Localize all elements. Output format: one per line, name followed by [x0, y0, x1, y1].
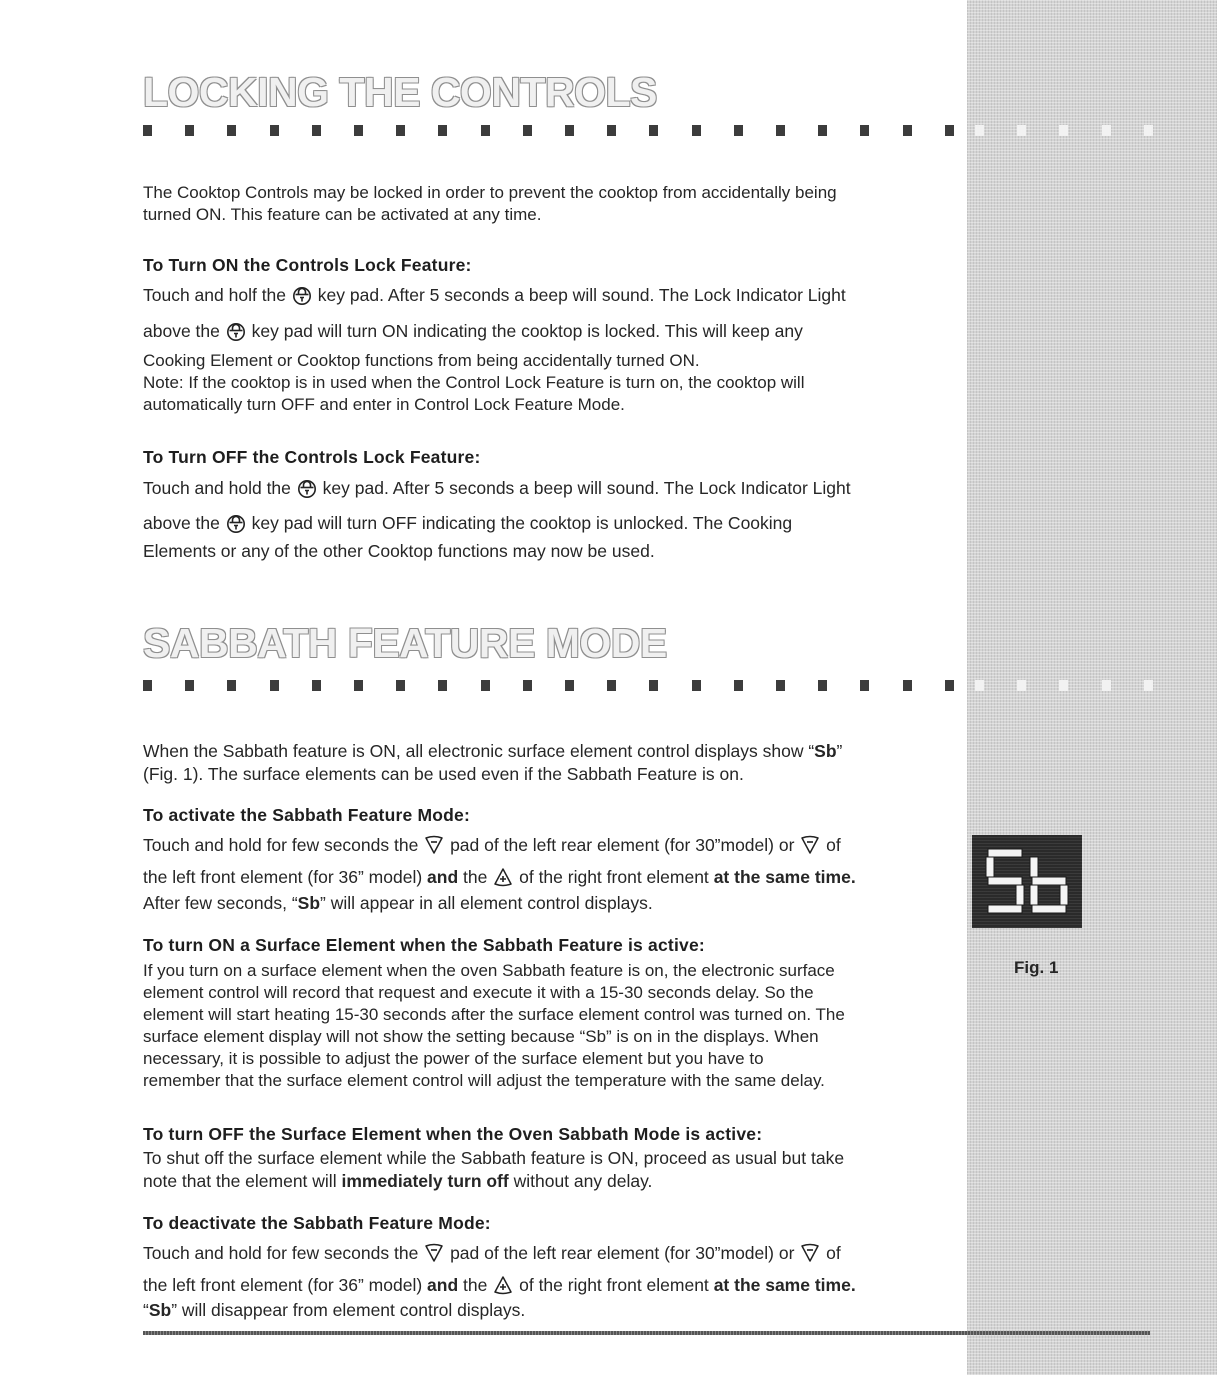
down-arrow-pad-icon [424, 834, 444, 856]
sabbath-display-figure [972, 835, 1082, 928]
lock-on-rest: Cooking Element or Cooktop functions from being accidentally turned ON. Note: If the cooktop is in used when the Control Lock Feature is turn on, the cooktop will automatically turn OFF and enter in Control Lock Feature Mode. [143, 351, 805, 414]
sabbath-activate-line-1: Touch and hold for few seconds the pad of the left rear element (for 30”model) or of [143, 835, 841, 855]
divider-square [396, 125, 405, 136]
divider-square [734, 125, 743, 136]
lock-icon [226, 320, 246, 342]
divider-square [565, 125, 574, 136]
sabbath-intro-1: When the Sabbath feature is ON, all electronic surface element control displays show “Sb” [143, 741, 843, 761]
divider-square [1144, 680, 1153, 691]
sabbath-deactivate-heading: To deactivate the Sabbath Feature Mode: [143, 1213, 491, 1233]
lock-on-line-1: Touch and holf the key pad. After 5 seconds a beep will sound. The Lock Indicator Light [143, 285, 846, 305]
divider-square [523, 680, 532, 691]
sabbath-activate-line-3: After few seconds, “Sb” will appear in all element control displays. [143, 893, 653, 913]
sabbath-turn-off-line-2: note that the element will immediately turn off without any delay. [143, 1171, 653, 1191]
sabbath-activate-line-2: the left front element (for 36” model) and the of the right front element at the same time. [143, 867, 856, 887]
divider-square [354, 680, 363, 691]
divider-square [1017, 680, 1026, 691]
divider-square [818, 125, 827, 136]
sabbath-divider [143, 680, 951, 692]
locking-intro: The Cooktop Controls may be locked in order to prevent the cooktop from accidentally being turned ON. This feature can be activated at any time. [143, 183, 837, 224]
divider-square [860, 125, 869, 136]
divider-square [227, 125, 236, 136]
divider-square [903, 125, 912, 136]
divider-square [185, 680, 194, 691]
divider-square [1017, 125, 1026, 136]
sabbath-title: SABBATH FEATURE MODE [143, 620, 667, 666]
divider-square [692, 125, 701, 136]
sabbath-turn-on-body: If you turn on a surface element when the oven Sabbath feature is on, the electronic surface element control will record that request and execute it with a 15-30 seconds delay. So the element will start heating 15-30 seconds after the surface element control was turned on. The surface element display will not show the setting because “Sb” is on in the displays. When necessary, it is possible to adjust the power of the surface element but you have to remember that the surface element control will adjust the temperature with the same delay. [143, 961, 845, 1090]
lock-off-line-2: above the key pad will turn OFF indicating the cooktop is unlocked. The Cooking [143, 513, 793, 533]
lock-icon [297, 477, 317, 499]
down-arrow-pad-icon [800, 1242, 820, 1264]
sabbath-divider-continuation [975, 680, 1155, 692]
locking-divider-continuation [975, 125, 1155, 137]
lock-off-line-1: Touch and hold the key pad. After 5 seconds a beep will sound. The Lock Indicator Light [143, 478, 851, 498]
sabbath-turn-off-heading: To turn OFF the Surface Element when the Oven Sabbath Mode is active: [143, 1124, 763, 1144]
divider-square [975, 680, 984, 691]
divider-square [312, 125, 321, 136]
divider-square [565, 680, 574, 691]
divider-square [143, 680, 152, 691]
sabbath-deactivate-line-2: the left front element (for 36” model) and the of the right front element at the same time. [143, 1275, 856, 1295]
divider-square [945, 680, 954, 691]
sabbath-activate-heading: To activate the Sabbath Feature Mode: [143, 805, 470, 825]
figure-caption: Fig. 1 [1014, 958, 1059, 977]
divider-square [270, 125, 279, 136]
divider-square [1102, 680, 1111, 691]
lock-on-line-2: above the key pad will turn ON indicating the cooktop is locked. This will keep any [143, 321, 803, 341]
seven-segment-display [972, 835, 1082, 928]
up-arrow-pad-icon [493, 866, 513, 888]
locking-title: LOCKING THE CONTROLS [143, 69, 657, 115]
divider-square [975, 125, 984, 136]
down-arrow-pad-icon [800, 834, 820, 856]
divider-square [776, 125, 785, 136]
up-arrow-pad-icon [493, 1274, 513, 1296]
divider-square [734, 680, 743, 691]
divider-square [354, 125, 363, 136]
divider-square [692, 680, 701, 691]
divider-square [227, 680, 236, 691]
locking-divider [143, 125, 951, 137]
divider-square [481, 680, 490, 691]
divider-square [396, 680, 405, 691]
divider-square [945, 125, 954, 136]
lock-off-heading: To Turn OFF the Controls Lock Feature: [143, 447, 481, 467]
lock-on-heading: To Turn ON the Controls Lock Feature: [143, 255, 472, 275]
divider-square [143, 125, 152, 136]
divider-square [1144, 125, 1153, 136]
divider-square [270, 680, 279, 691]
sabbath-turn-on-heading: To turn ON a Surface Element when the Sabbath Feature is active: [143, 935, 705, 955]
divider-square [185, 125, 194, 136]
divider-square [481, 125, 490, 136]
sabbath-intro-2: (Fig. 1). The surface elements can be used even if the Sabbath Feature is on. [143, 764, 744, 784]
sabbath-deactivate-line-1: Touch and hold for few seconds the pad of the left rear element (for 30”model) or of [143, 1243, 841, 1263]
divider-square [607, 680, 616, 691]
divider-square [649, 680, 658, 691]
divider-square [903, 680, 912, 691]
divider-square [818, 680, 827, 691]
sabbath-turn-off-line-1: To shut off the surface element while the Sabbath feature is ON, proceed as usual but take [143, 1148, 845, 1168]
down-arrow-pad-icon [424, 1242, 444, 1264]
lock-icon [292, 284, 312, 306]
divider-square [776, 680, 785, 691]
divider-square [1059, 125, 1068, 136]
divider-square [1059, 680, 1068, 691]
divider-square [438, 125, 447, 136]
divider-square [312, 680, 321, 691]
bottom-rule [143, 1331, 1150, 1335]
sabbath-deactivate-line-3: “Sb” will disappear from element control displays. [143, 1300, 526, 1320]
divider-square [523, 125, 532, 136]
divider-square [649, 125, 658, 136]
divider-square [860, 680, 869, 691]
lock-off-line-3: Elements or any of the other Cooktop functions may now be used. [143, 541, 655, 561]
divider-square [607, 125, 616, 136]
divider-square [1102, 125, 1111, 136]
lock-icon [226, 512, 246, 534]
divider-square [438, 680, 447, 691]
